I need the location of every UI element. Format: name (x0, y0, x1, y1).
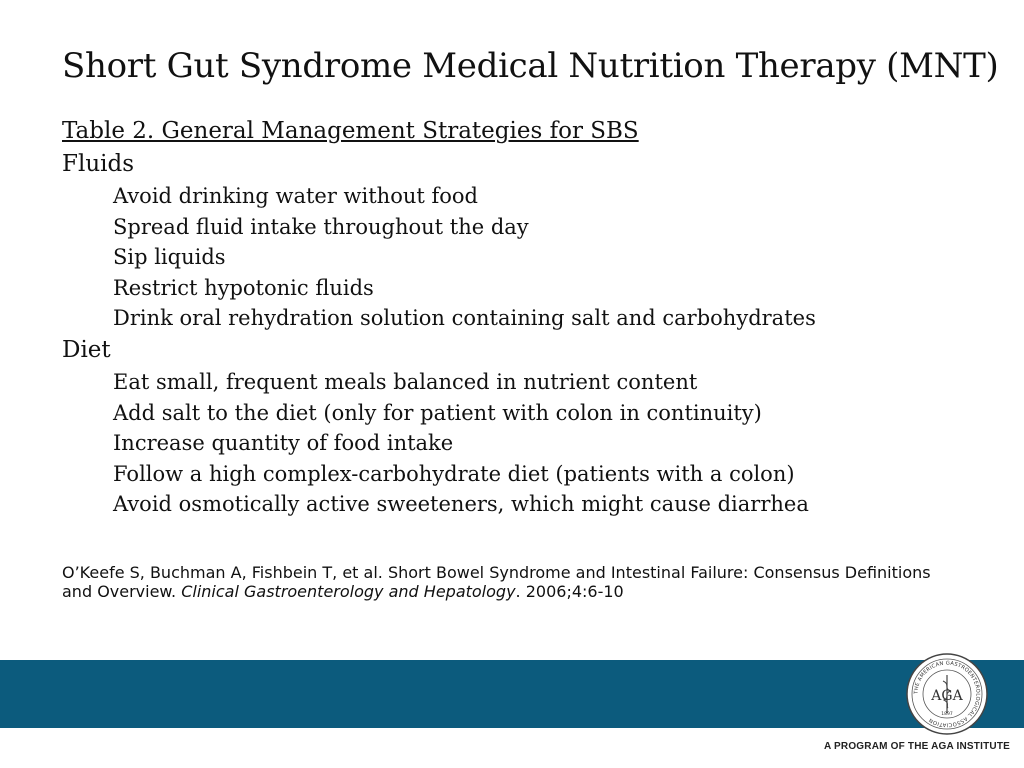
list-item: Increase quantity of food intake (113, 431, 454, 456)
list-item: Spread fluid intake throughout the day (113, 214, 529, 239)
aga-seal-icon (906, 653, 988, 735)
list-item: Restrict hypotonic fluids (113, 275, 374, 300)
list-item: Drink oral rehydration solution containing salt and carbohydrates (113, 306, 816, 331)
citation-authors-title: O’Keefe S, Buchman A, Fishbein T, et al. Short Bowel Syndrome and Intestinal Failure: Consensus Definitions and Overview. (62, 563, 931, 601)
section-diet (62, 334, 994, 520)
footer-band (0, 660, 1024, 728)
section-fluids (62, 148, 994, 334)
list-item: Sip liquids (113, 245, 226, 270)
list-item: Add salt to the diet (only for patient with colon in continuity) (113, 400, 762, 425)
slide-title: Short Gut Syndrome Medical Nutrition Therapy (MNT) (62, 46, 999, 86)
citation (62, 563, 962, 601)
slide-content (62, 114, 994, 520)
section-heading-diet: Diet (62, 336, 111, 363)
list-item: Avoid osmotically active sweeteners, which might cause diarrhea (113, 492, 809, 517)
citation-details: . 2006;4:6-10 (515, 582, 624, 601)
list-item: Eat small, frequent meals balanced in nutrient content (113, 369, 698, 394)
seal-year: 1897 (941, 712, 953, 717)
footer-tagline: A PROGRAM OF THE AGA INSTITUTE (824, 741, 1010, 752)
list-item: Follow a high complex-carbohydrate diet (patients with a colon) (113, 461, 795, 486)
section-heading-fluids: Fluids (62, 151, 135, 177)
citation-journal: Clinical Gastroenterology and Hepatology (181, 582, 516, 601)
seal-monogram: AGA (931, 688, 963, 704)
seal-ring-text: THE AMERICAN GASTROENTEROLOGICAL ASSOCIATION (913, 660, 981, 728)
table-title: Table 2. General Management Strategies for SBS (62, 118, 639, 144)
list-item: Avoid drinking water without food (113, 184, 478, 208)
